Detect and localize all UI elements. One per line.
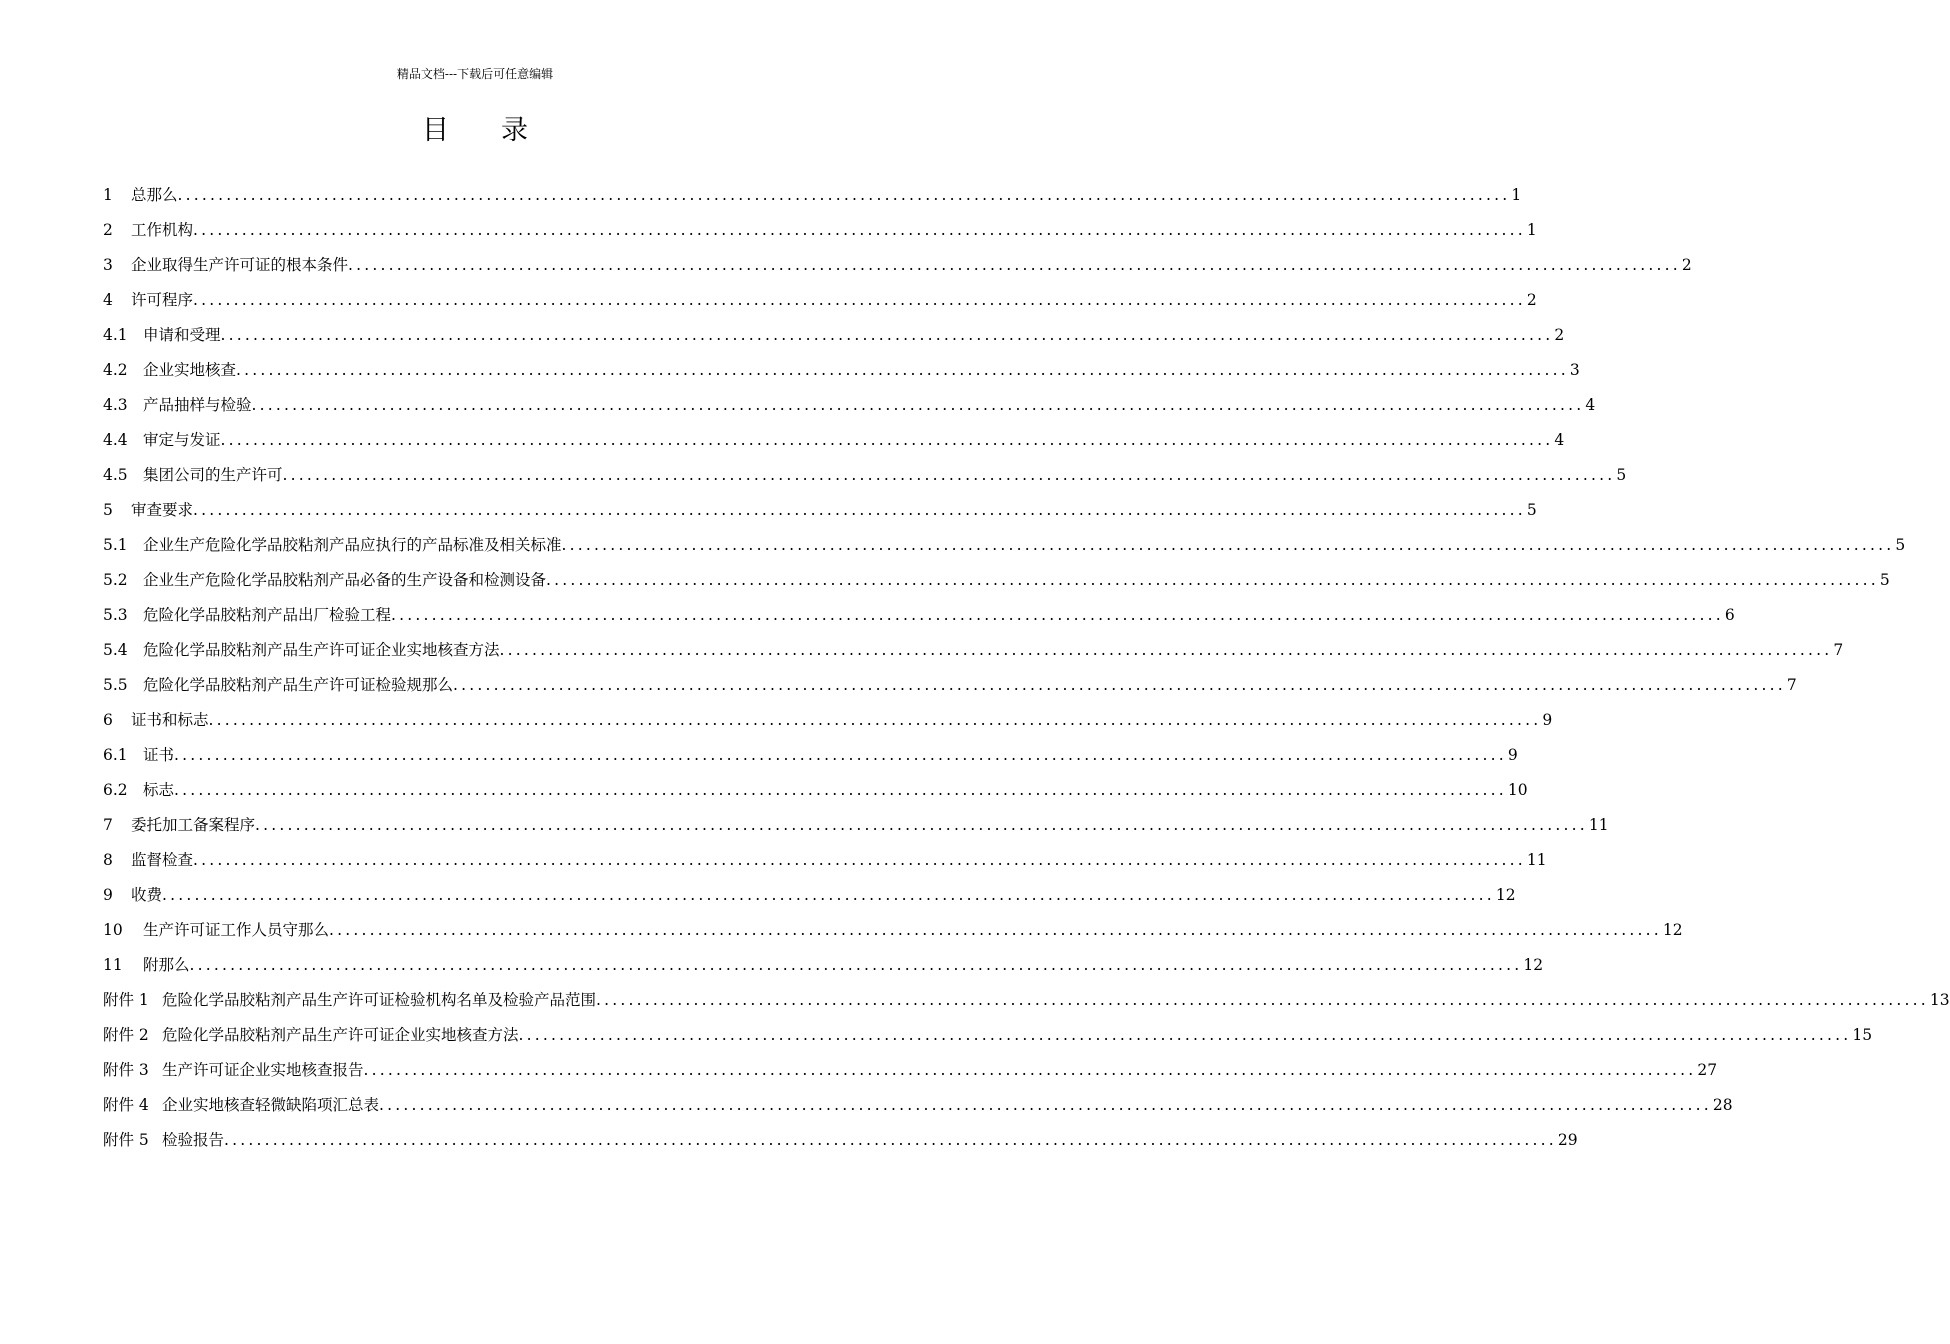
toc-entry-number: 4.5 <box>103 466 128 484</box>
toc-entry-page: 2 <box>1554 326 1565 344</box>
toc-entry[interactable] <box>103 697 1553 732</box>
toc-entry-number: 6.1 <box>103 746 128 764</box>
toc-entry-title: 证书和标志 <box>131 711 209 729</box>
toc-entry-page: 27 <box>1697 1061 1718 1079</box>
toc-entry-title: 委托加工备案程序 <box>131 816 256 834</box>
toc-dot-leader <box>221 428 1554 452</box>
toc-entry[interactable] <box>103 277 1537 312</box>
page-title <box>0 113 950 149</box>
toc-entry-title: 检验报告 <box>162 1131 225 1149</box>
toc-entry-page: 3 <box>1569 361 1580 379</box>
toc-entry-page: 7 <box>1786 676 1797 694</box>
toc-entry-title: 附那么 <box>143 956 190 974</box>
toc-entry[interactable] <box>103 872 1516 907</box>
toc-entry-number: 2 <box>103 221 113 239</box>
title-part-2: 录 <box>501 115 528 146</box>
toc-entry-page: 28 <box>1712 1096 1733 1114</box>
toc-entry[interactable] <box>103 662 1797 697</box>
toc-entry-number: 9 <box>103 886 113 904</box>
toc-dot-leader <box>379 1093 1712 1117</box>
toc-entry-title: 审查要求 <box>131 501 194 519</box>
toc-entry-page: 5 <box>1879 571 1890 589</box>
toc-dot-leader <box>596 988 1929 1012</box>
toc-entry[interactable] <box>103 1117 1578 1152</box>
toc-entry-title: 危险化学品胶粘剂产品生产许可证检验机构名单及检验产品范围 <box>162 991 597 1009</box>
toc-dot-leader <box>453 673 1786 697</box>
toc-entry-title: 危险化学品胶粘剂产品生产许可证检验规那么 <box>143 676 454 694</box>
toc-dot-leader <box>236 358 1569 382</box>
toc-dot-leader <box>178 183 1511 207</box>
toc-dot-leader <box>364 1058 1697 1082</box>
toc-entry-number: 5.2 <box>103 571 128 589</box>
toc-entry-number: 5 <box>103 501 113 519</box>
toc-entry-title: 证书 <box>143 746 175 764</box>
toc-dot-leader <box>193 288 1526 312</box>
toc-entry[interactable] <box>103 522 1906 557</box>
toc-entry-page: 1 <box>1511 186 1522 204</box>
toc-entry-page: 2 <box>1681 256 1692 274</box>
toc-entry-number: 5.4 <box>103 641 128 659</box>
toc-dot-leader <box>562 533 1895 557</box>
toc-entry[interactable] <box>103 172 1522 207</box>
toc-entry-page: 9 <box>1542 711 1553 729</box>
toc-entry[interactable] <box>103 1082 1733 1117</box>
toc-entry-page: 11 <box>1526 851 1547 869</box>
toc-entry[interactable] <box>103 242 1692 277</box>
toc-entry-number: 7 <box>103 816 113 834</box>
toc-entry-title: 总那么 <box>131 186 178 204</box>
toc-dot-leader <box>209 708 1542 732</box>
toc-entry-page: 1 <box>1526 221 1537 239</box>
toc-dot-leader <box>224 1128 1557 1152</box>
toc-dot-leader <box>193 498 1526 522</box>
toc-entry-number: 6 <box>103 711 113 729</box>
toc-entry[interactable] <box>103 907 1683 942</box>
toc-entry-number: 4.1 <box>103 326 128 344</box>
toc-entry-number: 4.2 <box>103 361 128 379</box>
toc-entry[interactable] <box>103 207 1537 242</box>
toc-dot-leader <box>348 253 1681 277</box>
toc-entry-page: 10 <box>1507 781 1528 799</box>
toc-entry[interactable] <box>103 557 1890 592</box>
toc-entry-page: 5 <box>1895 536 1906 554</box>
toc-dot-leader <box>519 1023 1852 1047</box>
toc-entry[interactable] <box>103 487 1537 522</box>
toc-entry-page: 9 <box>1507 746 1518 764</box>
toc-entry-page: 5 <box>1526 501 1537 519</box>
table-of-contents <box>103 172 1950 1152</box>
toc-entry-title: 生产许可证工作人员守那么 <box>143 921 330 939</box>
toc-entry-number: 4 <box>103 291 113 309</box>
toc-entry-page: 7 <box>1833 641 1844 659</box>
toc-dot-leader <box>546 568 1879 592</box>
toc-entry-number: 附件 5 <box>103 1131 149 1149</box>
toc-dot-leader <box>500 638 1833 662</box>
toc-entry-number: 11 <box>103 956 123 974</box>
toc-entry-title: 企业取得生产许可证的根本条件 <box>131 256 349 274</box>
toc-dot-leader <box>174 743 1507 767</box>
toc-dot-leader <box>221 323 1554 347</box>
toc-entry-number: 8 <box>103 851 113 869</box>
toc-entry-title: 工作机构 <box>131 221 194 239</box>
toc-entry-page: 12 <box>1495 886 1516 904</box>
toc-entry-page: 12 <box>1523 956 1544 974</box>
toc-dot-leader <box>174 778 1507 802</box>
toc-entry[interactable] <box>103 417 1565 452</box>
toc-dot-leader <box>329 918 1662 942</box>
toc-entry-page: 29 <box>1557 1131 1578 1149</box>
toc-entry-title: 审定与发证 <box>143 431 221 449</box>
toc-entry-page: 2 <box>1526 291 1537 309</box>
toc-entry-number: 附件 4 <box>103 1096 149 1114</box>
toc-entry-page: 4 <box>1585 396 1596 414</box>
toc-entry-title: 标志 <box>143 781 175 799</box>
toc-entry[interactable] <box>103 347 1580 382</box>
toc-entry-title: 申请和受理 <box>143 326 221 344</box>
toc-entry[interactable] <box>103 592 1735 627</box>
toc-entry-title: 生产许可证企业实地核查报告 <box>162 1061 364 1079</box>
toc-entry-number: 6.2 <box>103 781 128 799</box>
toc-entry[interactable] <box>103 837 1547 872</box>
toc-dot-leader <box>193 218 1526 242</box>
toc-entry[interactable] <box>103 382 1596 417</box>
toc-entry[interactable] <box>103 942 1544 977</box>
title-part-1: 目 <box>422 115 449 146</box>
toc-entry-number: 4.4 <box>103 431 128 449</box>
toc-dot-leader <box>162 883 1495 907</box>
toc-entry-title: 危险化学品胶粘剂产品出厂检验工程 <box>143 606 392 624</box>
toc-entry[interactable] <box>103 312 1565 347</box>
toc-entry-title: 企业实地核查轻微缺陷项汇总表 <box>162 1096 380 1114</box>
toc-entry-title: 集团公司的生产许可 <box>143 466 283 484</box>
toc-entry-number: 5.1 <box>103 536 128 554</box>
toc-entry-page: 11 <box>1588 816 1609 834</box>
toc-entry[interactable] <box>103 732 1518 767</box>
toc-entry[interactable] <box>103 1047 1718 1082</box>
toc-entry-number: 附件 1 <box>103 991 149 1009</box>
toc-entry-page: 13 <box>1929 991 1950 1009</box>
toc-dot-leader <box>252 393 1585 417</box>
toc-entry-page: 12 <box>1662 921 1683 939</box>
toc-entry-title: 企业生产危险化学品胶粘剂产品必备的生产设备和检测设备 <box>143 571 547 589</box>
toc-entry-title: 产品抽样与检验 <box>143 396 252 414</box>
toc-dot-leader <box>255 813 1588 837</box>
toc-entry-number: 4.3 <box>103 396 128 414</box>
toc-entry[interactable] <box>103 452 1627 487</box>
toc-entry-number: 10 <box>103 921 123 939</box>
toc-entry-title: 危险化学品胶粘剂产品生产许可证企业实地核查方法 <box>162 1026 519 1044</box>
toc-entry-page: 6 <box>1724 606 1735 624</box>
toc-entry-number: 附件 2 <box>103 1026 149 1044</box>
toc-entry-number: 附件 3 <box>103 1061 149 1079</box>
toc-entry[interactable] <box>103 1012 1873 1047</box>
toc-dot-leader <box>193 848 1526 872</box>
toc-entry-page: 4 <box>1554 431 1565 449</box>
toc-entry-page: 15 <box>1852 1026 1873 1044</box>
toc-entry-title: 危险化学品胶粘剂产品生产许可证企业实地核查方法 <box>143 641 500 659</box>
toc-dot-leader <box>391 603 1724 627</box>
toc-entry-title: 收费 <box>131 886 163 904</box>
toc-entry-title: 企业实地核查 <box>143 361 237 379</box>
toc-entry-title: 许可程序 <box>131 291 194 309</box>
page-header: 精品文档---下载后可任意编辑 <box>396 67 554 81</box>
toc-entry-title: 监督检查 <box>131 851 194 869</box>
toc-entry-number: 5.5 <box>103 676 128 694</box>
toc-entry[interactable] <box>103 802 1609 837</box>
toc-dot-leader <box>283 463 1616 487</box>
toc-entry[interactable] <box>103 977 1950 1012</box>
toc-dot-leader <box>190 953 1523 977</box>
toc-entry-page: 5 <box>1616 466 1627 484</box>
toc-entry[interactable] <box>103 767 1528 802</box>
toc-entry-number: 5.3 <box>103 606 128 624</box>
toc-entry[interactable] <box>103 627 1844 662</box>
toc-entry-number: 1 <box>103 186 113 204</box>
toc-entry-title: 企业生产危险化学品胶粘剂产品应执行的产品标准及相关标准 <box>143 536 562 554</box>
toc-entry-number: 3 <box>103 256 113 274</box>
